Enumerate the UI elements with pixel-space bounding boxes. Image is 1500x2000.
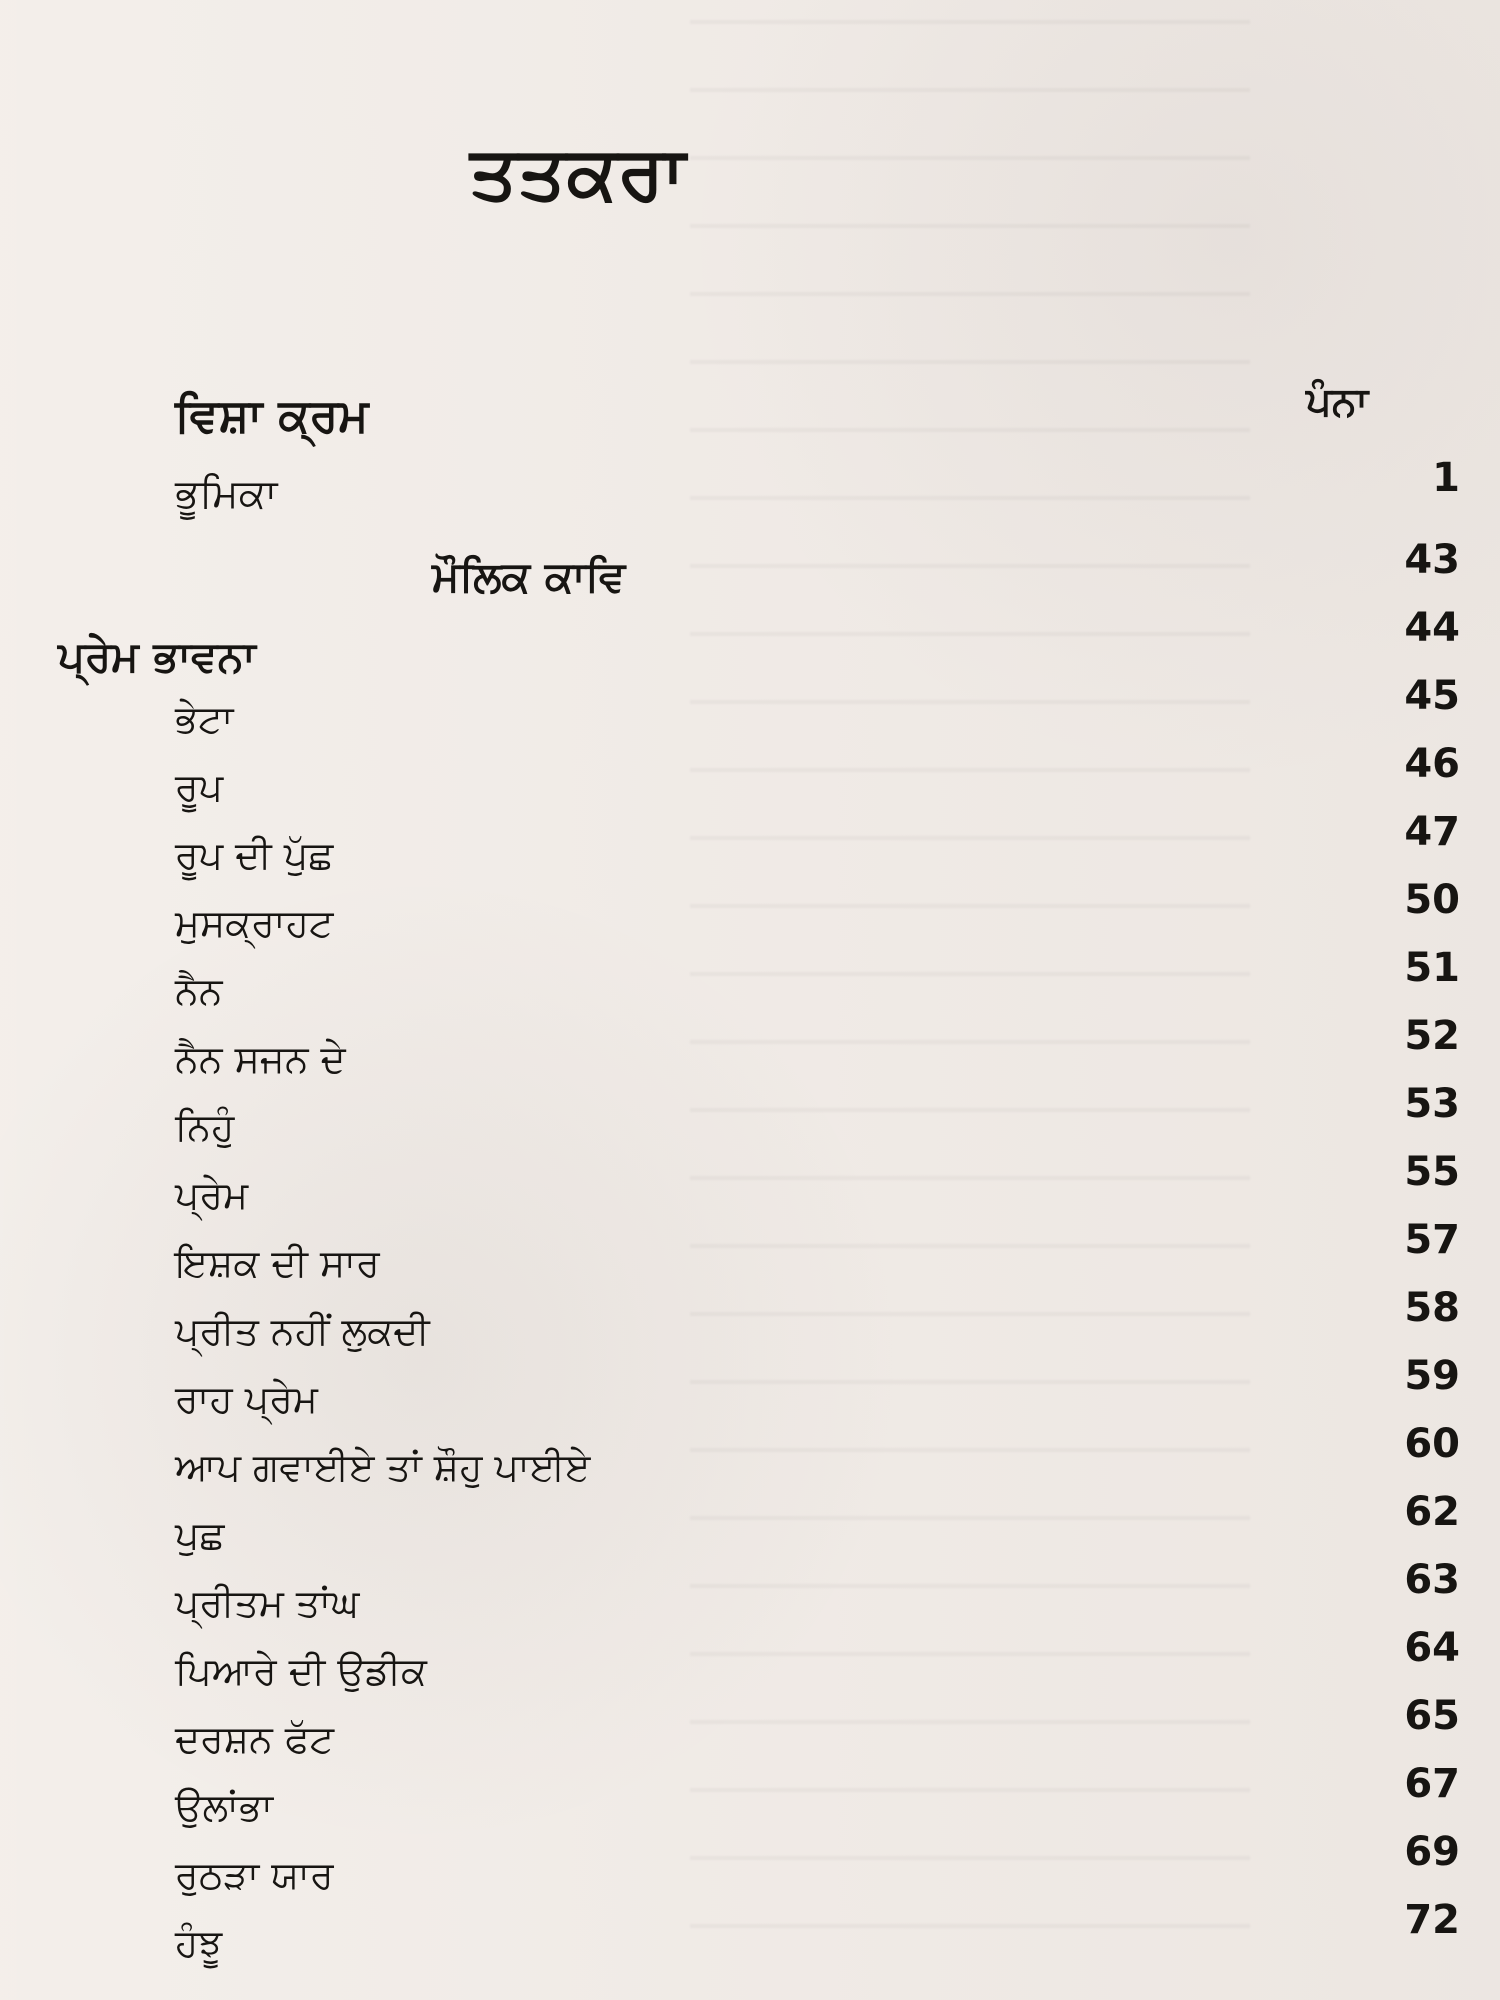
toc-entry: ਆਪ ਗਵਾਈਏ ਤਾਂ ਸ਼ੌਹੁ ਪਾਈਏ xyxy=(175,1445,591,1489)
page-number: 47 xyxy=(1404,809,1460,855)
page-number: 67 xyxy=(1404,1761,1460,1807)
toc-entry: ਇਸ਼ਕ ਦੀ ਸਾਰ xyxy=(175,1241,380,1285)
section-title: ਮੌਲਿਕ ਕਾਵਿ xyxy=(432,552,626,601)
toc-entry: ਰੂਪ xyxy=(175,765,224,809)
page-number: 63 xyxy=(1404,1557,1460,1603)
toc-entry: ਦਰਸ਼ਨ ਫੱਟ xyxy=(175,1717,335,1761)
toc-entry: ਪ੍ਰੇਮ xyxy=(175,1173,249,1217)
toc-entry: ਪਿਆਰੇ ਦੀ ਉਡੀਕ xyxy=(175,1649,427,1693)
page-number: 51 xyxy=(1404,945,1460,991)
toc-entry: ਰੁਠੜਾ ਯਾਰ xyxy=(175,1853,334,1897)
page-number: 60 xyxy=(1404,1421,1460,1467)
toc-entry: ਪ੍ਰੀਤ ਨਹੀਂ ਲੁਕਦੀ xyxy=(175,1309,430,1353)
page-number: 69 xyxy=(1404,1829,1460,1875)
page-number: 64 xyxy=(1404,1625,1460,1671)
page-number: 62 xyxy=(1404,1489,1460,1535)
page-number: 43 xyxy=(1404,537,1460,583)
page-number: 1 xyxy=(1432,455,1460,501)
page-number: 55 xyxy=(1404,1149,1460,1195)
toc-entry: ਭੇਟਾ xyxy=(175,697,234,741)
page-number: 59 xyxy=(1404,1353,1460,1399)
group-title: ਪ੍ਰੇਮ ਭਾਵਨਾ xyxy=(58,632,256,681)
toc-entry: ਮੁਸਕ੍ਰਾਹਟ xyxy=(175,901,334,945)
toc-entry: ਪ੍ਰੀਤਮ ਤਾਂਘ xyxy=(175,1581,360,1625)
page-number: 65 xyxy=(1404,1693,1460,1739)
page-number: 52 xyxy=(1404,1013,1460,1059)
page-number: 45 xyxy=(1404,673,1460,719)
page-number: 46 xyxy=(1404,741,1460,787)
toc-entry: ਨਿਹੁੰ xyxy=(175,1105,235,1149)
first-entry: ਭੂਮਿਕਾ xyxy=(175,471,278,517)
page-number: 50 xyxy=(1404,877,1460,923)
toc-entry: ਨੈਨ ਸਜਨ ਦੇ xyxy=(175,1037,346,1081)
toc-entry: ਨੈਨ xyxy=(175,969,223,1013)
toc-entry: ਉਲਾਂਭਾ xyxy=(175,1785,274,1829)
page-number: 53 xyxy=(1404,1081,1460,1127)
subject-heading: ਵਿਸ਼ਾ ਕ੍ਰਮ xyxy=(175,388,369,442)
toc-entry: ਰੂਪ ਦੀ ਪੁੱਛ xyxy=(175,833,334,877)
page-number: 58 xyxy=(1404,1285,1460,1331)
toc-entry: ਪੁਛ xyxy=(175,1513,225,1557)
page-number: 57 xyxy=(1404,1217,1460,1263)
page-number: 44 xyxy=(1404,605,1460,651)
page-column-heading: ਪੰਨਾ xyxy=(1306,379,1369,425)
show-through-text xyxy=(690,20,1250,1960)
toc-entry: ਰਾਹ ਪ੍ਰੇਮ xyxy=(175,1377,318,1421)
page-number: 72 xyxy=(1404,1897,1460,1943)
page-title: ਤਤਕਰਾ xyxy=(470,130,687,216)
toc-entry: ਹੰਝੂ xyxy=(175,1921,223,1965)
